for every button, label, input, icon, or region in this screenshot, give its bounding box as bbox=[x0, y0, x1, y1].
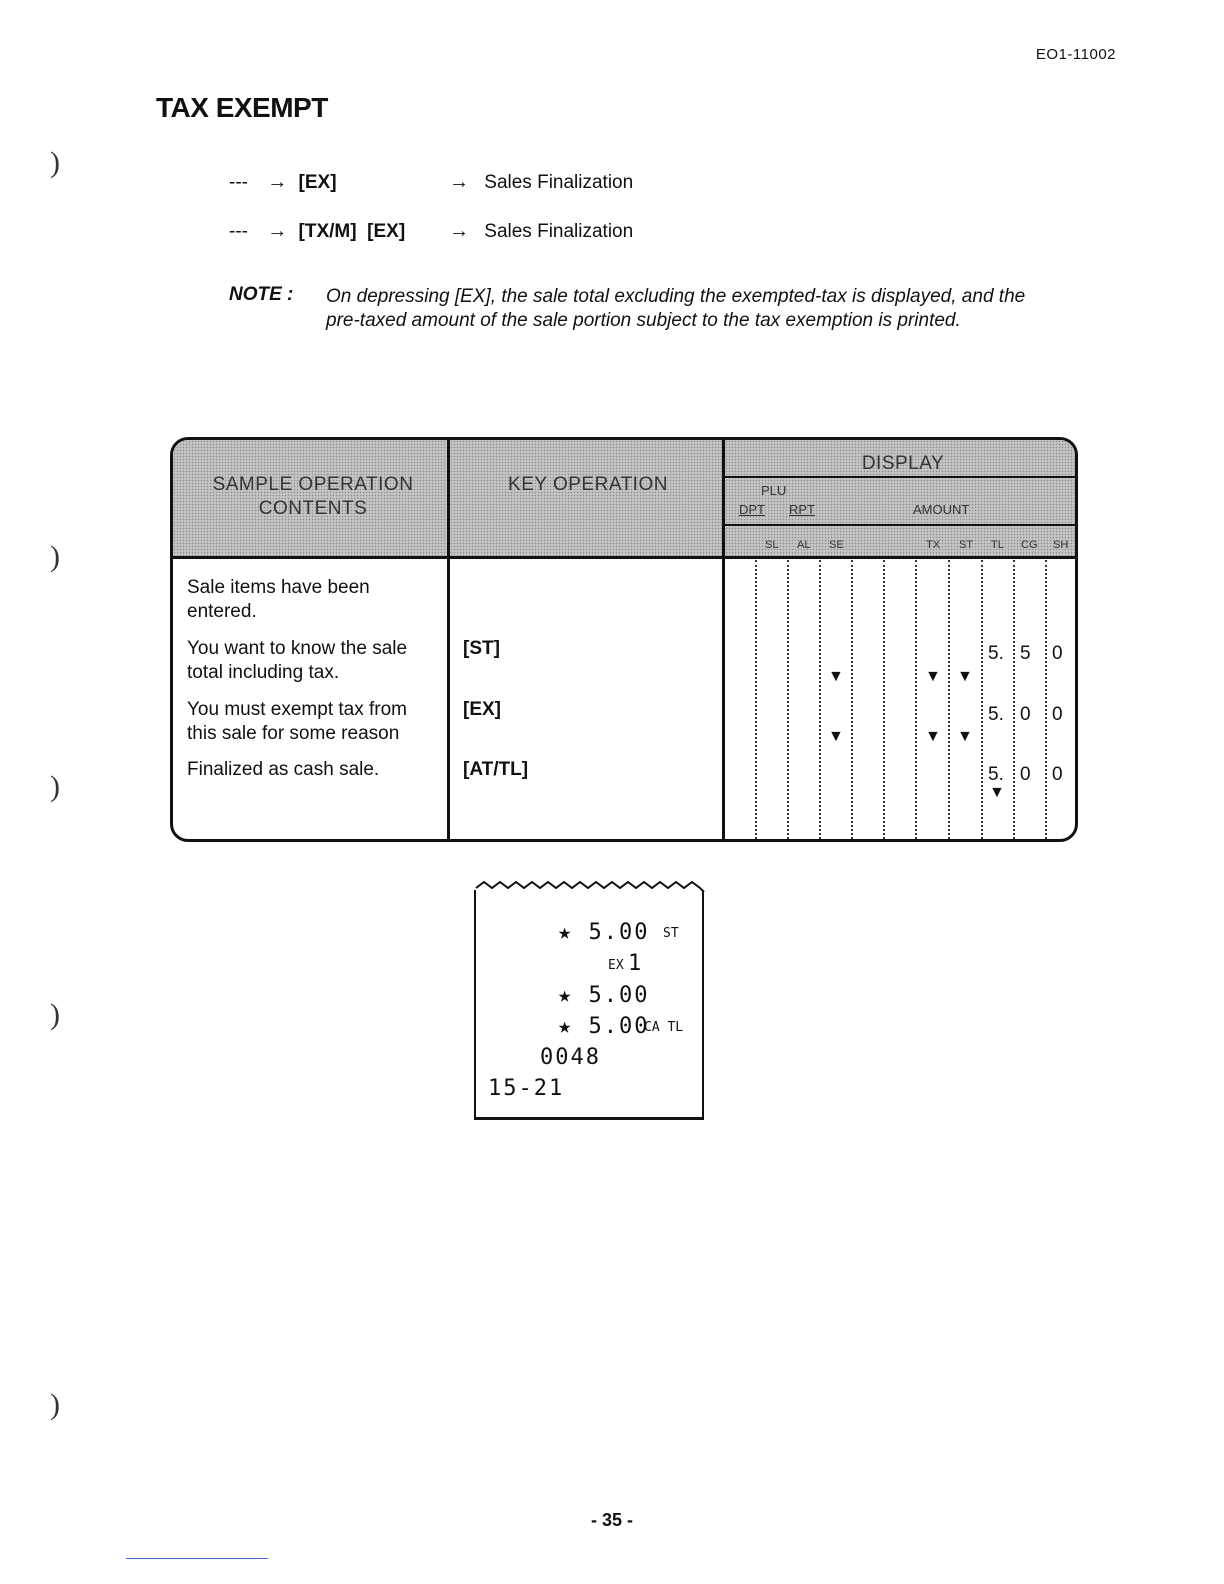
display-digit: 5. bbox=[988, 764, 1004, 785]
display-column-guide bbox=[1013, 560, 1015, 839]
receipt-line: ★ 5.00 bbox=[558, 1014, 650, 1039]
arrow-icon: → bbox=[267, 220, 288, 242]
row-content: Finalized as cash sale. bbox=[187, 759, 380, 780]
header-divider bbox=[173, 556, 1075, 559]
indicator-label: SE bbox=[829, 539, 844, 551]
flow-result: Sales Finalization bbox=[484, 172, 634, 193]
flow-result-2 bbox=[449, 220, 633, 243]
triangle-indicator-icon: ▼ bbox=[957, 668, 973, 685]
display-column-guide bbox=[915, 560, 917, 839]
margin-mark: ) bbox=[50, 146, 60, 179]
margin-mark: ) bbox=[50, 998, 60, 1031]
column-divider bbox=[722, 440, 725, 839]
header-contents: SAMPLE OPERATION CONTENTS bbox=[212, 474, 414, 519]
arrow-icon: → bbox=[449, 171, 469, 193]
arrow-icon: → bbox=[267, 171, 288, 193]
header-amount: AMOUNT bbox=[913, 502, 970, 517]
row-key: [AT/TL] bbox=[463, 759, 529, 780]
display-digit: 0 bbox=[1052, 643, 1063, 664]
arrow-icon: → bbox=[449, 220, 469, 242]
display-header-divider bbox=[725, 524, 1075, 526]
margin-mark: ) bbox=[50, 1388, 60, 1421]
display-digit: 5. bbox=[988, 643, 1004, 664]
indicator-label: CG bbox=[1021, 539, 1038, 551]
display-digit: 0 bbox=[1052, 704, 1063, 725]
display-digit: 0 bbox=[1052, 764, 1063, 785]
display-digit: 0 bbox=[1020, 764, 1031, 785]
indicator-label: AL bbox=[797, 539, 811, 551]
header-plu: PLU bbox=[761, 483, 787, 498]
operation-table bbox=[170, 437, 1078, 842]
display-column-guide bbox=[851, 560, 853, 839]
indicator-label: SH bbox=[1053, 539, 1069, 551]
display-column-guide bbox=[981, 560, 983, 839]
header-rpt: RPT bbox=[789, 502, 815, 517]
row-content: You must exempt tax from this sale for some reason bbox=[187, 699, 408, 744]
flow-result: Sales Finalization bbox=[484, 221, 634, 242]
receipt-line: 0048 bbox=[540, 1045, 601, 1070]
row-content: Sale items have been entered. bbox=[187, 577, 370, 622]
row-content: You want to know the sale total including tax. bbox=[187, 638, 408, 683]
indicator-label: TX bbox=[926, 539, 941, 551]
triangle-indicator-icon: ▼ bbox=[828, 728, 844, 745]
display-column-guide bbox=[1045, 560, 1047, 839]
receipt-line: 1 bbox=[628, 951, 644, 976]
margin-mark: ) bbox=[50, 770, 60, 803]
display-header-divider bbox=[725, 476, 1075, 478]
header-display: DISPLAY bbox=[861, 453, 945, 474]
receipt-line: 15-21 bbox=[488, 1076, 565, 1101]
page-number: - 35 - bbox=[590, 1510, 633, 1530]
column-divider bbox=[447, 440, 450, 839]
display-digit: 5 bbox=[1020, 643, 1031, 664]
triangle-indicator-icon: ▼ bbox=[828, 668, 844, 685]
receipt-symbol: EX bbox=[608, 958, 624, 973]
display-digit: 0 bbox=[1020, 704, 1031, 725]
indicator-label: ST bbox=[959, 539, 974, 551]
indicator-label: SL bbox=[765, 539, 779, 551]
receipt-symbol: ST bbox=[663, 926, 679, 941]
display-digit: 5. bbox=[988, 704, 1004, 725]
triangle-indicator-icon: ▼ bbox=[925, 668, 941, 685]
display-column-guide bbox=[755, 560, 757, 839]
indicator-label: TL bbox=[991, 539, 1004, 551]
page-title: TAX EXEMPT bbox=[156, 92, 328, 123]
header-key-operation: KEY OPERATION bbox=[508, 474, 668, 495]
document-code: EO1-11002 bbox=[1035, 46, 1116, 63]
row-key: [EX] bbox=[463, 699, 501, 720]
display-column-guide bbox=[787, 560, 789, 839]
flow-dash: --- bbox=[229, 172, 248, 193]
header-dpt: DPT bbox=[739, 502, 765, 517]
flow-line-1 bbox=[229, 171, 337, 194]
row-key: [ST] bbox=[463, 638, 500, 659]
footer-rule bbox=[126, 1558, 268, 1559]
triangle-indicator-icon: ▼ bbox=[957, 728, 973, 745]
flow-result-1 bbox=[449, 171, 633, 194]
display-column-guide bbox=[883, 560, 885, 839]
note-label: NOTE : bbox=[229, 284, 294, 305]
margin-mark: ) bbox=[50, 540, 60, 573]
flow-dash: --- bbox=[229, 221, 248, 242]
flow-keys: [EX] bbox=[298, 172, 337, 193]
display-column-guide bbox=[948, 560, 950, 839]
header-shade bbox=[450, 440, 722, 556]
note-text: On depressing [EX], the sale total excluding the exempted-tax is displayed, and the pre-taxed amount of the sale portion subject to the tax exemption is printed. bbox=[326, 286, 1026, 331]
receipt-symbol: CA TL bbox=[644, 1020, 684, 1035]
receipt-line: ★ 5.00 bbox=[558, 983, 650, 1008]
flow-line-2 bbox=[229, 220, 405, 243]
receipt-line: ★ 5.00 bbox=[558, 920, 650, 945]
triangle-indicator-icon: ▼ bbox=[925, 728, 941, 745]
flow-keys: [TX/M] [EX] bbox=[298, 221, 406, 242]
display-column-guide bbox=[819, 560, 821, 839]
triangle-indicator-icon: ▼ bbox=[989, 784, 1005, 801]
